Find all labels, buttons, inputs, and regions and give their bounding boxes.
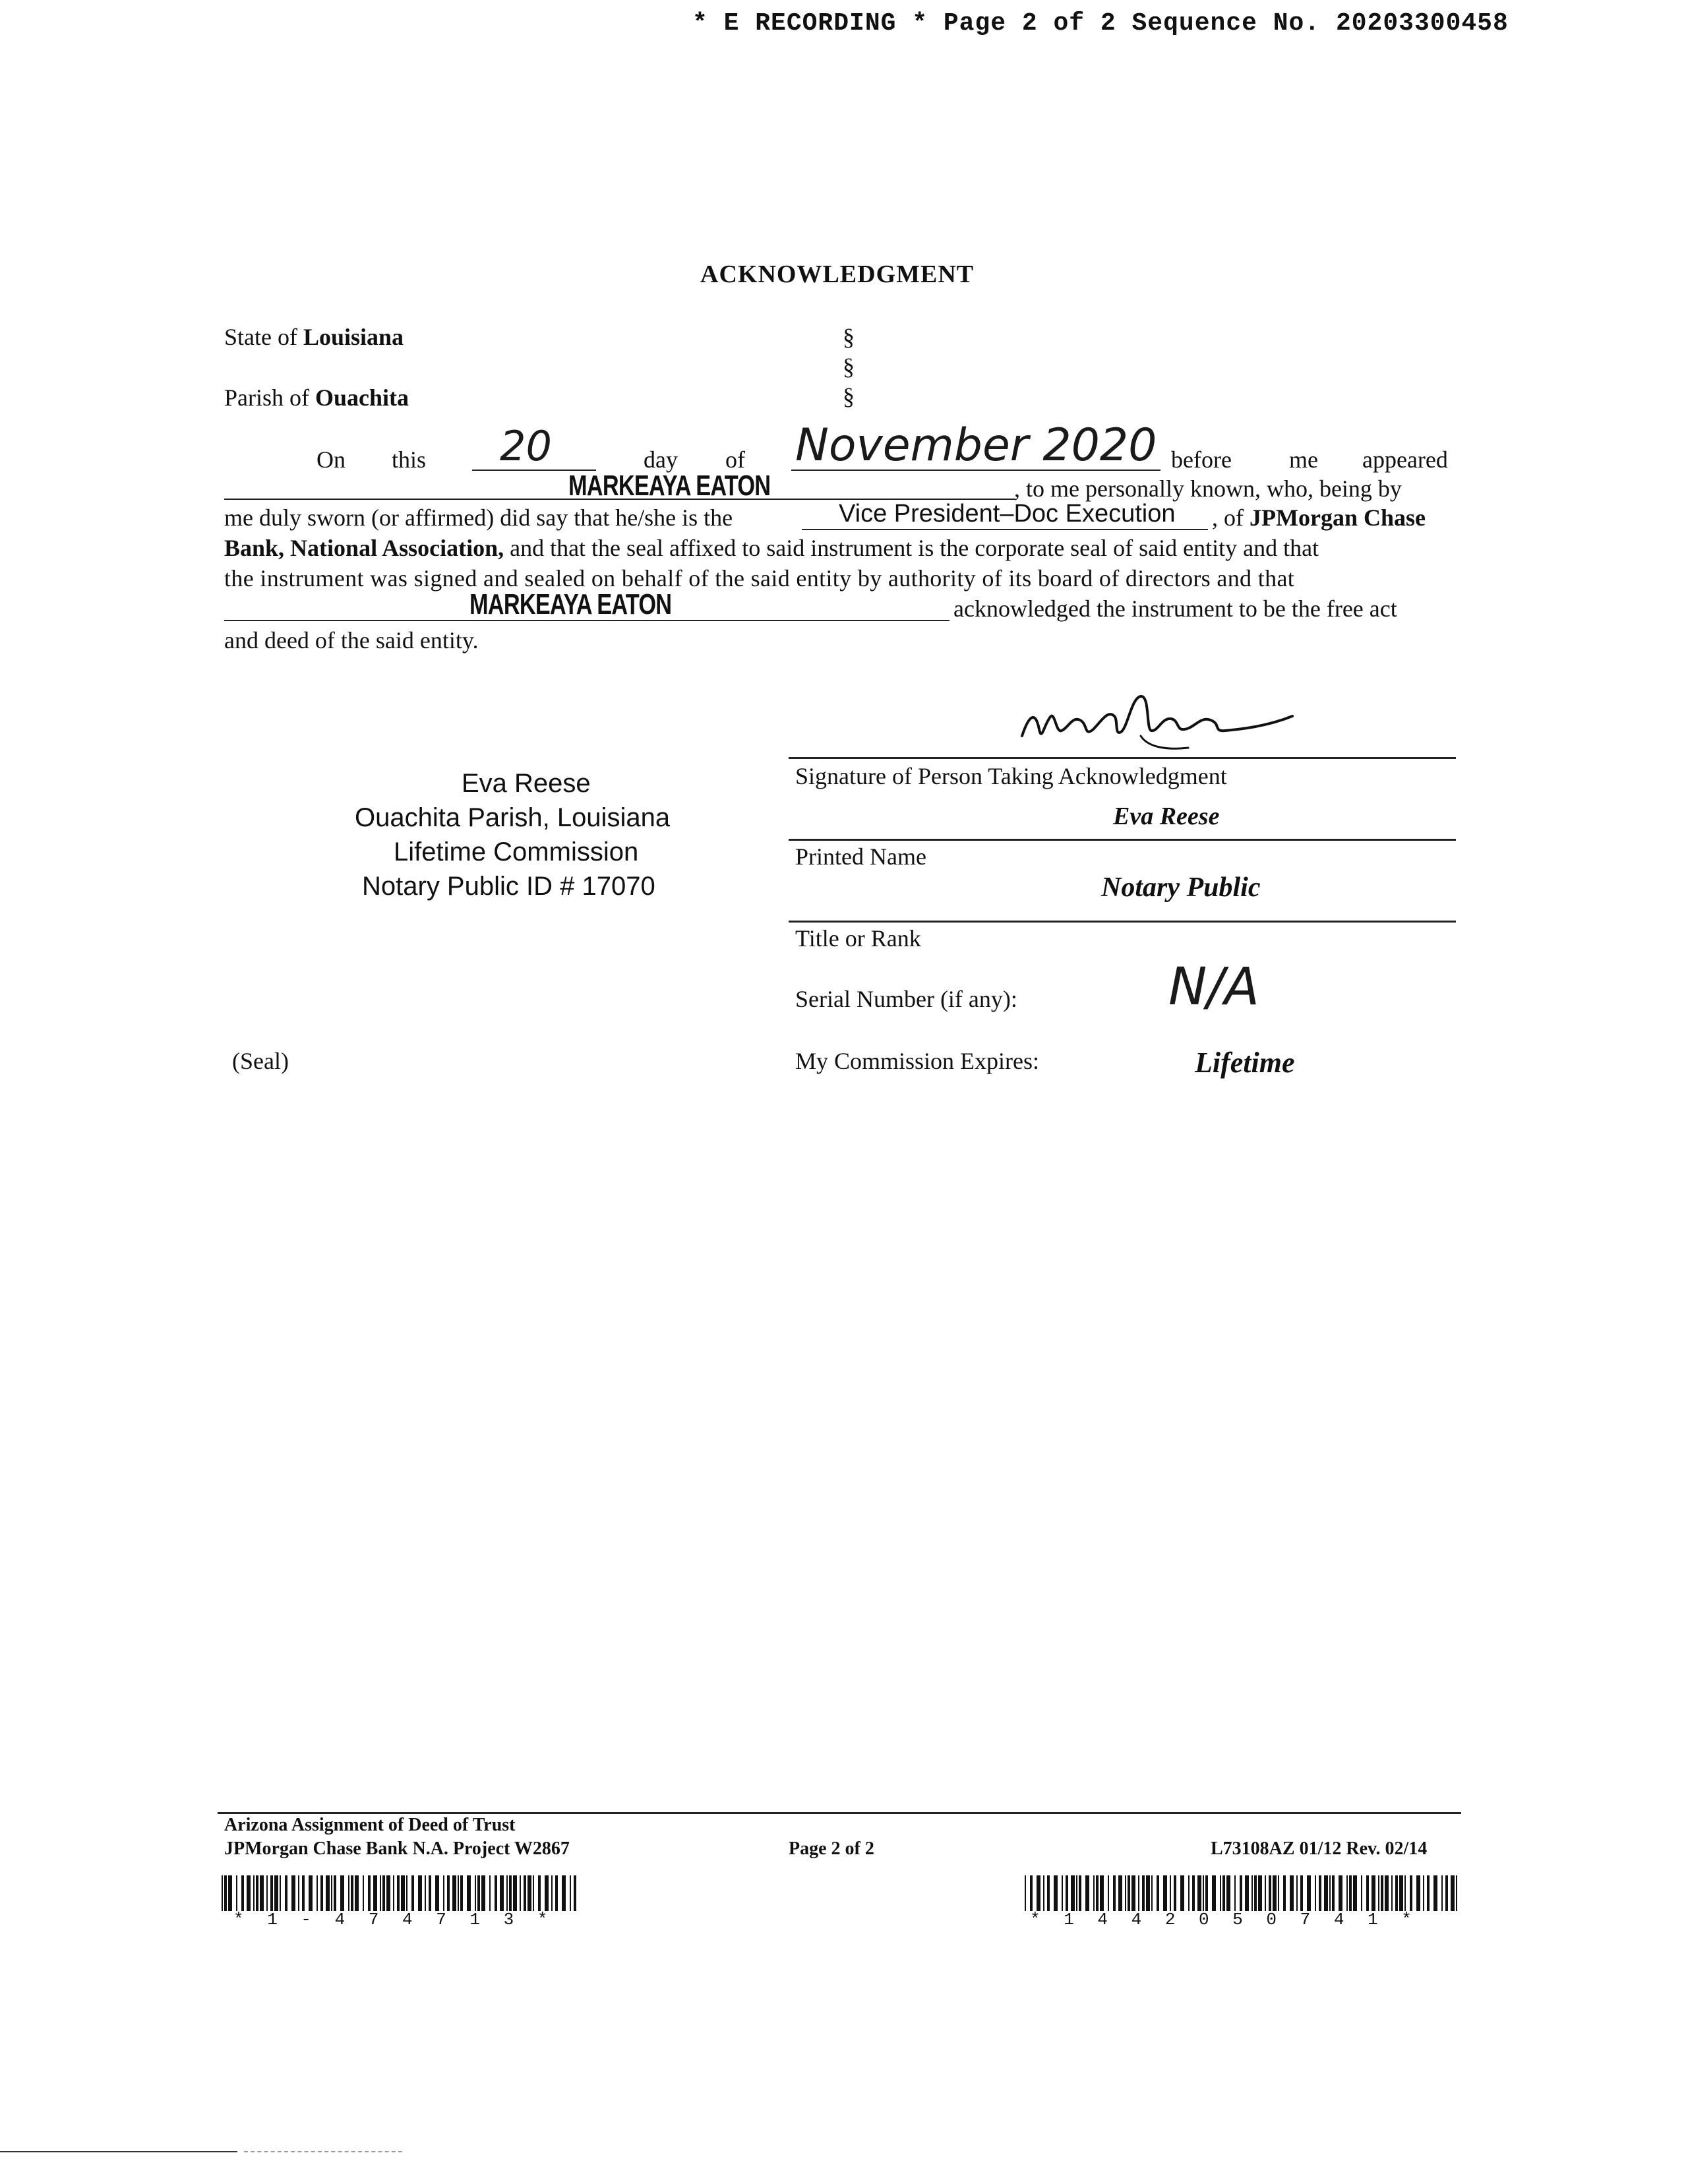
line3-tail	[1212, 504, 1426, 531]
barcode-bar	[1378, 1875, 1379, 1911]
barcode-bar	[528, 1875, 531, 1911]
notary-signature	[1015, 690, 1306, 762]
barcode-bar	[447, 1875, 450, 1911]
document-title: ACKNOWLEDGMENT	[700, 260, 975, 288]
barcode-bar	[1203, 1875, 1204, 1911]
barcode-bar	[1096, 1875, 1099, 1911]
barcode-bar	[373, 1875, 377, 1911]
barcode-bar	[1307, 1875, 1311, 1911]
barcode-bar	[222, 1875, 223, 1911]
barcode-bar	[1142, 1875, 1145, 1911]
barcode-bar	[1433, 1875, 1437, 1911]
barcode-bar	[477, 1875, 480, 1911]
barcode-bar	[489, 1875, 491, 1911]
serial-label: Serial Number (if any):	[795, 986, 1017, 1012]
parish-label: Parish of	[224, 384, 309, 411]
barcode-bar	[247, 1875, 251, 1911]
barcode-bar	[406, 1875, 407, 1911]
title-stamp: Vice President–Doc Execution	[839, 500, 1176, 528]
barcode-bar	[1404, 1875, 1406, 1911]
barcode-bar	[326, 1875, 330, 1911]
day-handwritten: 20	[500, 422, 552, 470]
notary-stamp-line4: Notary Public ID # 17070	[362, 872, 655, 901]
barcode-bar	[401, 1875, 405, 1911]
bottom-scan-line	[0, 2151, 237, 2152]
barcode-bar	[1128, 1875, 1130, 1911]
barcode-bar	[1391, 1875, 1393, 1911]
line3-head: me duly sworn (or affirmed) did say that he/she is the	[224, 504, 733, 531]
barcode-bar	[1361, 1875, 1362, 1911]
barcode-bar	[1332, 1875, 1335, 1911]
line2-tail: , to me personally known, who, being by	[1014, 475, 1402, 502]
barcode-bar	[393, 1875, 394, 1911]
footer-doc-title: Arizona Assignment of Deed of Trust	[224, 1815, 516, 1835]
barcode-bar	[1222, 1875, 1225, 1911]
barcode-bar	[1410, 1875, 1412, 1911]
day-word: day	[644, 446, 678, 473]
barcode-bar	[467, 1875, 471, 1911]
barcode-bar	[1290, 1875, 1294, 1911]
barcode-bar	[1131, 1875, 1135, 1911]
barcode-bar	[475, 1875, 476, 1911]
barcode-bar	[555, 1875, 558, 1911]
barcode-bar	[533, 1875, 534, 1911]
barcode-bar	[1066, 1875, 1068, 1911]
barcode-bar	[1151, 1875, 1153, 1911]
me-word: me	[1289, 446, 1318, 473]
signature-label: Signature of Person Taking Acknowledgment	[795, 763, 1227, 789]
barcode-right	[1025, 1875, 1460, 1911]
barcode-bar	[513, 1875, 517, 1911]
barcode-bar	[1025, 1875, 1026, 1911]
line7: and deed of the said entity.	[224, 627, 479, 653]
barcode-bar	[1240, 1875, 1242, 1911]
barcode-bar	[260, 1875, 264, 1911]
notary-stamp-line3: Lifetime Commission	[394, 837, 639, 866]
title-rule	[789, 921, 1456, 923]
barcode-bar	[274, 1875, 278, 1911]
line4	[224, 534, 1319, 562]
expires-value: Lifetime	[1195, 1046, 1295, 1079]
barcode-bar	[331, 1875, 332, 1911]
barcode-bar	[1372, 1875, 1375, 1911]
state-value: Louisiana	[303, 324, 404, 350]
barcode-bar	[368, 1875, 371, 1911]
barcode-bar	[1212, 1875, 1216, 1911]
barcode-bar	[1445, 1875, 1448, 1911]
state-line	[224, 323, 404, 351]
barcode-bar	[551, 1875, 553, 1911]
barcode-bar	[506, 1875, 508, 1911]
signature-rule	[789, 757, 1456, 759]
printed-name-rule	[789, 839, 1456, 841]
state-label: State of	[224, 324, 297, 350]
appeared-word: appeared	[1362, 446, 1448, 473]
barcode-bar	[418, 1875, 422, 1911]
barcode-bar	[1296, 1875, 1298, 1911]
barcode-bar	[429, 1875, 431, 1911]
barcode-bar	[1315, 1875, 1316, 1911]
expires-label: My Commission Expires:	[795, 1048, 1040, 1074]
barcode-bar	[320, 1875, 323, 1911]
barcode-bar	[1192, 1875, 1195, 1911]
barcode-bar	[236, 1875, 237, 1911]
barcode-bar	[386, 1875, 390, 1911]
barcode-bar	[1146, 1875, 1150, 1911]
barcode-bar	[538, 1875, 541, 1911]
barcode-bar	[224, 1875, 227, 1911]
barcode-bar	[1416, 1875, 1420, 1911]
barcode-bar	[1138, 1875, 1139, 1911]
barcode-bar	[1062, 1875, 1063, 1911]
barcode-bar	[363, 1875, 364, 1911]
barcode-bar	[1037, 1875, 1040, 1911]
barcode-bar	[1085, 1875, 1089, 1911]
barcode-bar	[570, 1875, 571, 1911]
section-mark-3: §	[843, 383, 855, 410]
barcode-bar	[1163, 1875, 1167, 1911]
barcode-bar	[285, 1875, 287, 1911]
barcode-bar	[1300, 1875, 1303, 1911]
barcode-bar	[1399, 1875, 1403, 1911]
barcode-bar	[509, 1875, 512, 1911]
barcode-bar	[1234, 1875, 1236, 1911]
barcode-bar	[1456, 1875, 1457, 1911]
barcode-bar	[302, 1875, 305, 1911]
barcode-bar	[1100, 1875, 1104, 1911]
barcode-bar	[298, 1875, 299, 1911]
barcode-bar	[1339, 1875, 1342, 1911]
barcode-left-text: * 1 - 4 7 4 7 1 3 *	[233, 1910, 555, 1929]
barcode-bar	[380, 1875, 381, 1911]
barcode-left	[222, 1875, 580, 1911]
barcode-bar	[1366, 1875, 1369, 1911]
barcode-right-text: * 1 4 4 2 0 5 0 7 4 1 *	[1030, 1910, 1418, 1929]
of-word: of	[725, 446, 745, 473]
barcode-bar	[495, 1875, 497, 1911]
barcode-bar	[241, 1875, 244, 1911]
barcode-bar	[524, 1875, 526, 1911]
barcode-bar	[460, 1875, 463, 1911]
barcode-bar	[1381, 1875, 1383, 1911]
line3-tail-bold: JPMorgan Chase	[1250, 504, 1426, 531]
barcode-bar	[1054, 1875, 1058, 1911]
barcode-bar	[545, 1875, 549, 1911]
footer-rule	[218, 1812, 1461, 1814]
barcode-bar	[1441, 1875, 1443, 1911]
footer-project: JPMorgan Chase Bank N.A. Project W2867	[224, 1838, 570, 1859]
barcode-bar	[340, 1875, 344, 1911]
printed-name-value: Eva Reese	[1113, 803, 1220, 830]
line5: the instrument was signed and sealed on behalf of the said entity by authority of its board of directors and that	[224, 565, 1295, 592]
barcode-bar	[1273, 1875, 1277, 1911]
barcode-bar	[1278, 1875, 1279, 1911]
month-year-handwritten: November 2020	[795, 419, 1157, 471]
barcode-bar	[1113, 1875, 1116, 1911]
footer-page: Page 2 of 2	[789, 1838, 874, 1859]
barcode-bar	[256, 1875, 258, 1911]
barcode-bar	[520, 1875, 521, 1911]
barcode-bar	[1170, 1875, 1171, 1911]
section-mark-1: §	[843, 324, 855, 350]
notary-stamp-line2: Ouachita Parish, Louisiana	[355, 803, 671, 832]
barcode-bar	[397, 1875, 400, 1911]
barcode-bar	[309, 1875, 313, 1911]
barcode-bar	[411, 1875, 414, 1911]
barcode-bar	[574, 1875, 576, 1911]
barcode-bar	[1076, 1875, 1077, 1911]
on-word: On	[316, 446, 346, 473]
barcode-bar	[291, 1875, 295, 1911]
barcode-bar	[382, 1875, 385, 1911]
barcode-bar	[266, 1875, 268, 1911]
before-text: before	[1171, 446, 1232, 473]
serial-value: N/A	[1168, 957, 1259, 1017]
barcode-bar	[1245, 1875, 1249, 1911]
barcode-bar	[1108, 1875, 1109, 1911]
barcode-bar	[452, 1875, 456, 1911]
barcode-bar	[425, 1875, 426, 1911]
barcode-bar	[1251, 1875, 1253, 1911]
title-blank	[802, 529, 1208, 530]
section-mark-2: §	[843, 353, 855, 380]
line4-bold: Bank, National Association,	[224, 535, 504, 561]
barcode-bar	[355, 1875, 359, 1911]
barcode-bar	[1395, 1875, 1398, 1911]
barcode-bar	[1079, 1875, 1081, 1911]
signer-name-stamp: MARKEAYA EATON	[568, 470, 771, 502]
parish-value: Ouachita	[315, 384, 409, 411]
barcode-bar	[1329, 1875, 1331, 1911]
signer-name-stamp-2: MARKEAYA EATON	[469, 588, 672, 621]
bottom-scan-dashes	[244, 2151, 402, 2152]
barcode-bar	[348, 1875, 349, 1911]
barcode-bar	[280, 1875, 281, 1911]
barcode-bar	[253, 1875, 255, 1911]
barcode-bar	[1180, 1875, 1184, 1911]
footer-form-code: L73108AZ 01/12 Rev. 02/14	[1211, 1838, 1428, 1859]
barcode-bar	[1220, 1875, 1221, 1911]
this-word: this	[392, 446, 427, 473]
barcode-bar	[1197, 1875, 1201, 1911]
barcode-bar	[481, 1875, 485, 1911]
barcode-bar	[1423, 1875, 1424, 1911]
barcode-bar	[1346, 1875, 1348, 1911]
recording-header: * E RECORDING * Page 2 of 2 Sequence No. 20203300458	[692, 9, 1509, 38]
parish-line	[224, 384, 409, 411]
line4-tail: and that the seal affixed to said instrument is the corporate seal of said entity and that	[510, 535, 1319, 561]
barcode-bar	[443, 1875, 444, 1911]
barcode-bar	[1188, 1875, 1190, 1911]
barcode-bar	[1043, 1875, 1044, 1911]
barcode-bar	[1030, 1875, 1033, 1911]
barcode-bar	[334, 1875, 336, 1911]
barcode-bar	[500, 1875, 504, 1911]
barcode-bar	[1157, 1875, 1159, 1911]
line3-tail-plain: , of	[1212, 504, 1244, 531]
barcode-bar	[351, 1875, 353, 1911]
barcode-bar	[1071, 1875, 1075, 1911]
printed-name-label: Printed Name	[795, 843, 926, 870]
barcode-bar	[458, 1875, 459, 1911]
barcode-bar	[1047, 1875, 1050, 1911]
title-value: Notary Public	[1101, 872, 1261, 903]
barcode-bar	[435, 1875, 439, 1911]
barcode-bar	[1174, 1875, 1176, 1911]
barcode-bar	[1451, 1875, 1455, 1911]
title-label: Title or Rank	[795, 925, 921, 952]
barcode-bar	[1385, 1875, 1389, 1911]
barcode-bar	[1205, 1875, 1208, 1911]
notary-stamp-line1: Eva Reese	[462, 769, 591, 798]
barcode-bar	[1427, 1875, 1430, 1911]
barcode-bar	[1118, 1875, 1122, 1911]
barcode-bar	[270, 1875, 273, 1911]
barcode-bar	[562, 1875, 566, 1911]
barcode-bar	[1265, 1875, 1266, 1911]
barcode-bar	[1125, 1875, 1126, 1911]
barcode-bar	[1254, 1875, 1257, 1911]
barcode-bar	[316, 1875, 318, 1911]
barcode-bar	[1093, 1875, 1095, 1911]
barcode-bar	[1319, 1875, 1321, 1911]
seal-label: (Seal)	[232, 1048, 289, 1074]
barcode-bar	[228, 1875, 232, 1911]
barcode-bar	[1349, 1875, 1352, 1911]
barcode-bar	[1283, 1875, 1286, 1911]
barcode-bar	[1226, 1875, 1230, 1911]
barcode-bar	[1269, 1875, 1271, 1911]
barcode-bar	[1353, 1875, 1357, 1911]
barcode-bar	[1258, 1875, 1262, 1911]
barcode-bar	[1324, 1875, 1328, 1911]
line6-tail: acknowledged the instrument to be the free act	[953, 595, 1397, 622]
